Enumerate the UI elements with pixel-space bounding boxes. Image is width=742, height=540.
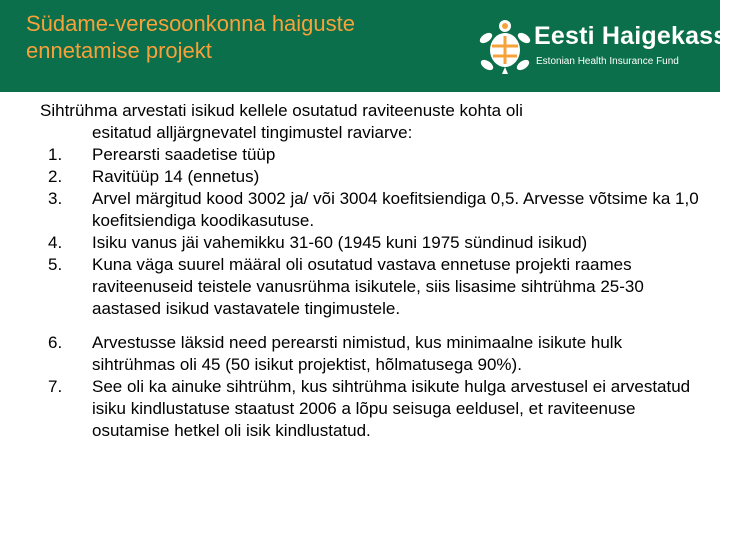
item-number: 6. <box>48 333 63 352</box>
list-item <box>40 232 700 254</box>
criteria-list <box>40 144 700 442</box>
item-number: 2. <box>48 167 63 186</box>
title-line-2: ennetamise projekt <box>26 38 212 63</box>
list-item <box>40 254 700 320</box>
logo <box>478 16 742 80</box>
intro-line-1: Sihtrühma arvestati isikud kellele osutatud raviteenuste kohta oli <box>40 101 523 120</box>
list-item <box>40 332 700 376</box>
content <box>40 100 700 442</box>
item-number: 3. <box>48 189 63 208</box>
item-text: Arvestusse läksid need perearsti nimistud, kus minimaalne isikute hulk sihtrühmas oli 45 (50 isikut projektist, hõlmatusega 90%). <box>92 333 623 374</box>
item-number: 4. <box>48 233 63 252</box>
item-text: Isiku vanus jäi vahemikku 31-60 (1945 kuni 1975 sündinud isikud) <box>92 233 588 252</box>
item-text: See oli ka ainuke sihtrühm, kus sihtrühma isikute hulga arvestusel ei arvestatud isiku kindlustatuse staatust 2006 a lõpu seisuga eeldusel, et raviteenuse osutamise hetkel oli isik kindlustatud. <box>92 377 691 440</box>
item-number: 7. <box>48 377 63 396</box>
title-line-1: Südame-veresoonkonna haiguste <box>26 11 356 36</box>
turtle-logo-icon <box>478 16 532 76</box>
item-text: Arvel märgitud kood 3002 ja/ või 3004 koefitsiendiga 0,5. Arvesse võtsime ka 1,0 koefitsiendiga koodikasutuse. <box>92 189 699 230</box>
intro-text <box>40 100 700 144</box>
item-text: Ravitüüp 14 (ennetus) <box>92 167 260 186</box>
item-number: 1. <box>48 145 63 164</box>
slide-title <box>26 10 456 64</box>
list-item <box>40 188 700 232</box>
item-text: Kuna väga suurel määral oli osutatud vastava ennetuse projekti raames raviteenuseid teistele vanusrühma isikutele, siis lisasime sihtrühma 25-30 aastased isikud vastavatele tingimustele. <box>92 255 644 318</box>
list-spacer <box>40 320 700 332</box>
header-bar <box>0 0 742 92</box>
intro-line-2: esitatud alljärgnevatel tingimustel raviarve: <box>92 123 413 142</box>
list-item <box>40 376 700 442</box>
logo-subtitle: Estonian Health Insurance Fund <box>536 56 679 67</box>
item-number: 5. <box>48 255 63 274</box>
list-item <box>40 144 700 166</box>
logo-name: Eesti Haigekassa <box>534 22 742 50</box>
item-text: Perearsti saadetise tüüp <box>92 145 276 164</box>
list-item <box>40 166 700 188</box>
